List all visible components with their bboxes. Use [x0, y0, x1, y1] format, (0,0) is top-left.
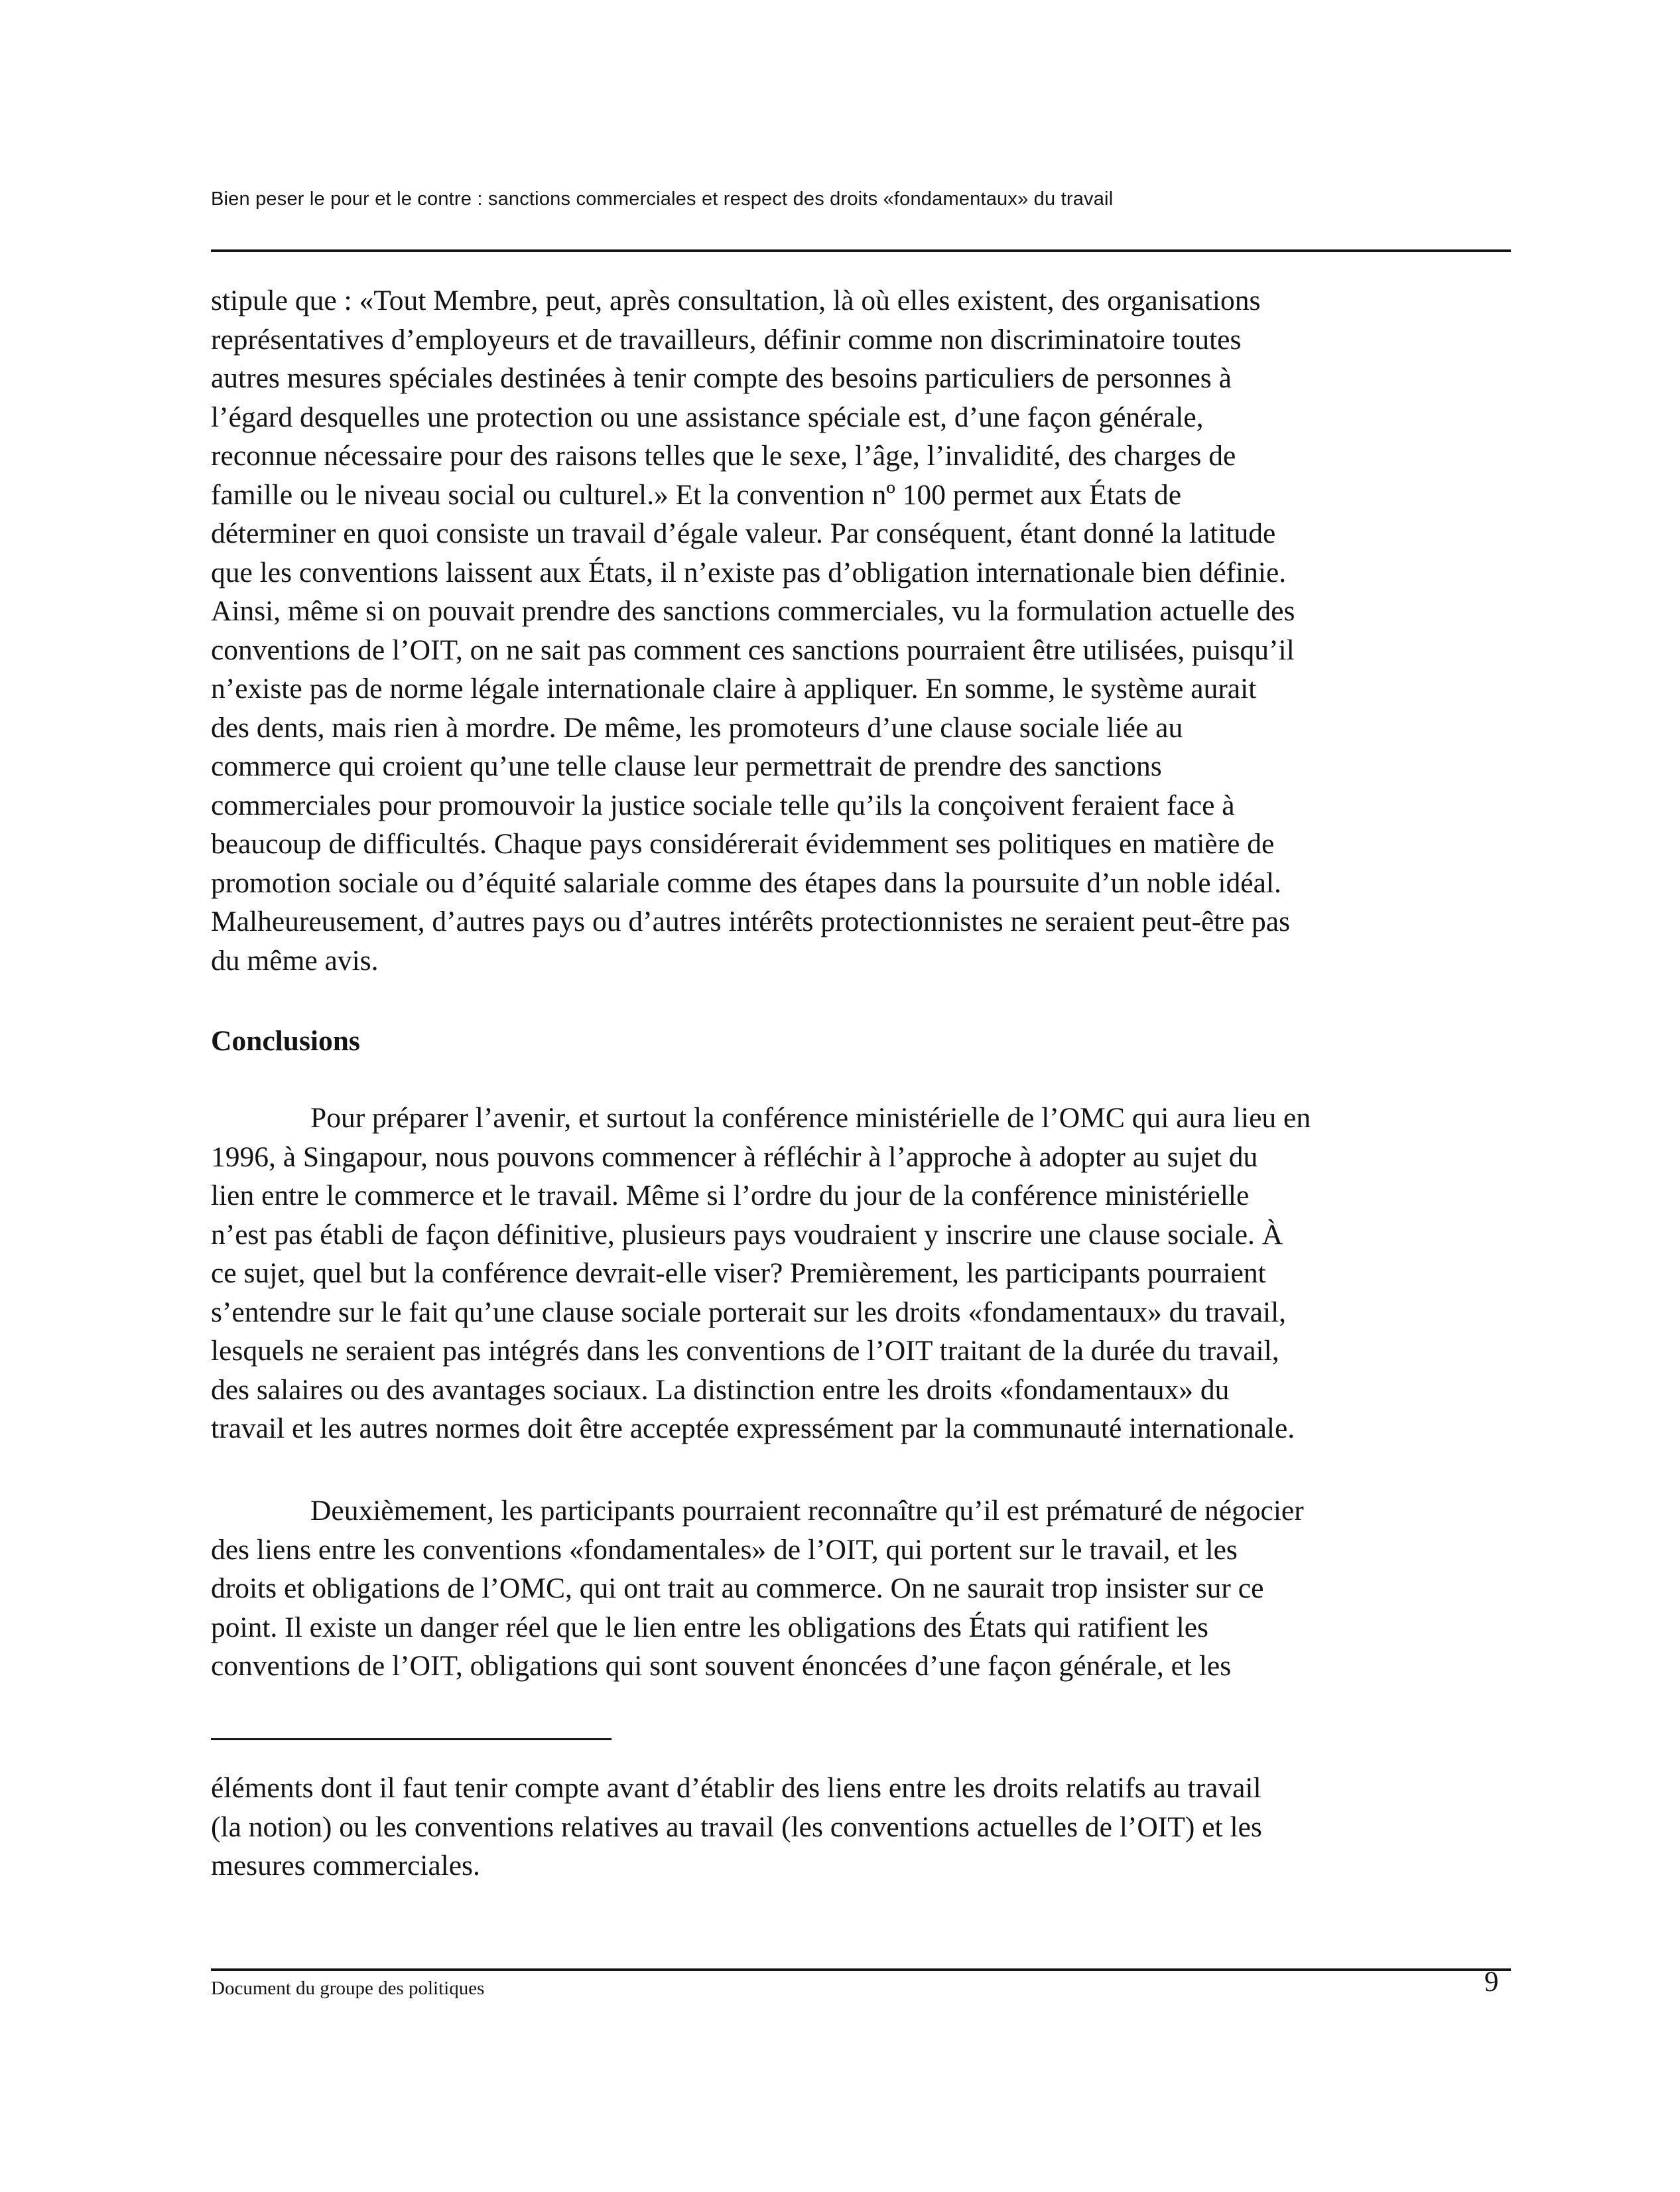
text-line: n’existe pas de norme légale internationale claire à appliquer. En somme, le système aurait	[211, 673, 1257, 705]
text-line: 1996, à Singapour, nous pouvons commencer à réfléchir à l’approche à adopter au sujet du	[211, 1140, 1258, 1173]
page-number: 9	[1484, 1966, 1499, 1998]
text-line: droits et obligations de l’OMC, qui ont trait au commerce. On ne saurait trop insister sur ce	[211, 1572, 1264, 1604]
text-line: travail et les autres normes doit être acceptée expressément par la communauté internationale.	[211, 1412, 1295, 1444]
text-line: Ainsi, même si on pouvait prendre des sanctions commerciales, vu la formulation actuelle des	[211, 595, 1295, 627]
footer-rule	[211, 1968, 1511, 1971]
running-header: Bien peser le pour et le contre : sanctions commerciales et respect des droits «fondamentaux» du travail	[211, 188, 1114, 210]
body-paragraph-3	[211, 1491, 1304, 1686]
text-line: conventions de l’OIT, obligations qui sont souvent énoncées d’une façon générale, et les	[211, 1650, 1232, 1682]
footnote	[211, 1769, 1262, 1885]
text-line: beaucoup de difficultés. Chaque pays considérerait évidemment ses politiques en matière de	[211, 828, 1275, 860]
text-line: n’est pas établi de façon définitive, plusieurs pays voudraient y inscrire une clause sociale. À	[211, 1218, 1283, 1251]
text-line: Pour préparer l’avenir, et surtout la conférence ministérielle de l’OMC qui aura lieu en	[310, 1102, 1311, 1134]
text-line: s’entendre sur le fait qu’une clause sociale porterait sur les droits «fondamentaux» du travail,	[211, 1296, 1287, 1328]
footnote-separator	[211, 1738, 612, 1740]
section-heading-conclusions: Conclusions	[211, 1025, 360, 1057]
text-line: promotion sociale ou d’équité salariale comme des étapes dans la poursuite d’un noble idéal.	[211, 866, 1281, 899]
footnote-line: éléments dont il faut tenir compte avant d’établir des liens entre les droits relatifs au travail	[211, 1772, 1261, 1804]
text-line: famille ou le niveau social ou culturel.» Et la convention nº 100 permet aux États de	[211, 478, 1182, 511]
text-line: Deuxièmement, les participants pourraient reconnaître qu’il est prématuré de négocier	[310, 1495, 1304, 1527]
text-line: lesquels ne seraient pas intégrés dans les conventions de l’OIT traitant de la durée du travail,	[211, 1335, 1279, 1367]
text-line: lien entre le commerce et le travail. Même si l’ordre du jour de la conférence ministérielle	[211, 1180, 1250, 1211]
text-line: commerce qui croient qu’une telle clause leur permettrait de prendre des sanctions	[211, 750, 1162, 782]
text-line: que les conventions laissent aux États, il n’existe pas d’obligation internationale bien définie.	[211, 556, 1287, 588]
text-line: commerciales pour promouvoir la justice sociale telle qu’ils la conçoivent feraient face à	[211, 789, 1235, 821]
header-rule	[211, 249, 1511, 252]
text-line: reconnue nécessaire pour des raisons telles que le sexe, l’âge, l’invalidité, des charges de	[211, 440, 1236, 472]
text-line: ce sujet, quel but la conférence devrait-elle viser? Premièrement, les participants pourraient	[211, 1257, 1266, 1289]
text-line: stipule que : «Tout Membre, peut, après consultation, là où elles existent, des organisations	[211, 285, 1261, 316]
footer-text: Document du groupe des politiques	[211, 1978, 485, 1999]
text-line: des salaires ou des avantages sociaux. La distinction entre les droits «fondamentaux» du	[211, 1373, 1230, 1406]
text-line: Malheureusement, d’autres pays ou d’autres intérêts protectionnistes ne seraient peut-être pas	[211, 906, 1291, 937]
text-line: représentatives d’employeurs et de travailleurs, définir comme non discriminatoire toutes	[211, 323, 1242, 356]
text-line: des dents, mais rien à mordre. De même, les promoteurs d’une clause sociale liée au	[211, 711, 1183, 744]
body-paragraph-1	[211, 281, 1295, 980]
footnote-line: (la notion) ou les conventions relatives au travail (les conventions actuelles de l’OIT) et les	[211, 1811, 1262, 1843]
text-line: déterminer en quoi consiste un travail d’égale valeur. Par conséquent, étant donné la latitude	[211, 517, 1276, 549]
text-line: des liens entre les conventions «fondamentales» de l’OIT, qui portent sur le travail, et les	[211, 1533, 1238, 1566]
text-line: conventions de l’OIT, on ne sait pas comment ces sanctions pourraient être utilisées, puisqu’il	[211, 634, 1295, 666]
text-line: point. Il existe un danger réel que le lien entre les obligations des États qui ratifient les	[211, 1611, 1208, 1643]
text-line: autres mesures spéciales destinées à tenir compte des besoins particuliers de personnes à	[211, 362, 1232, 394]
text-line: l’égard desquelles une protection ou une assistance spéciale est, d’une façon générale,	[211, 401, 1204, 433]
footnote-line: mesures commerciales.	[211, 1850, 480, 1882]
body-paragraph-2	[211, 1099, 1311, 1448]
text-line: du même avis.	[211, 944, 379, 977]
